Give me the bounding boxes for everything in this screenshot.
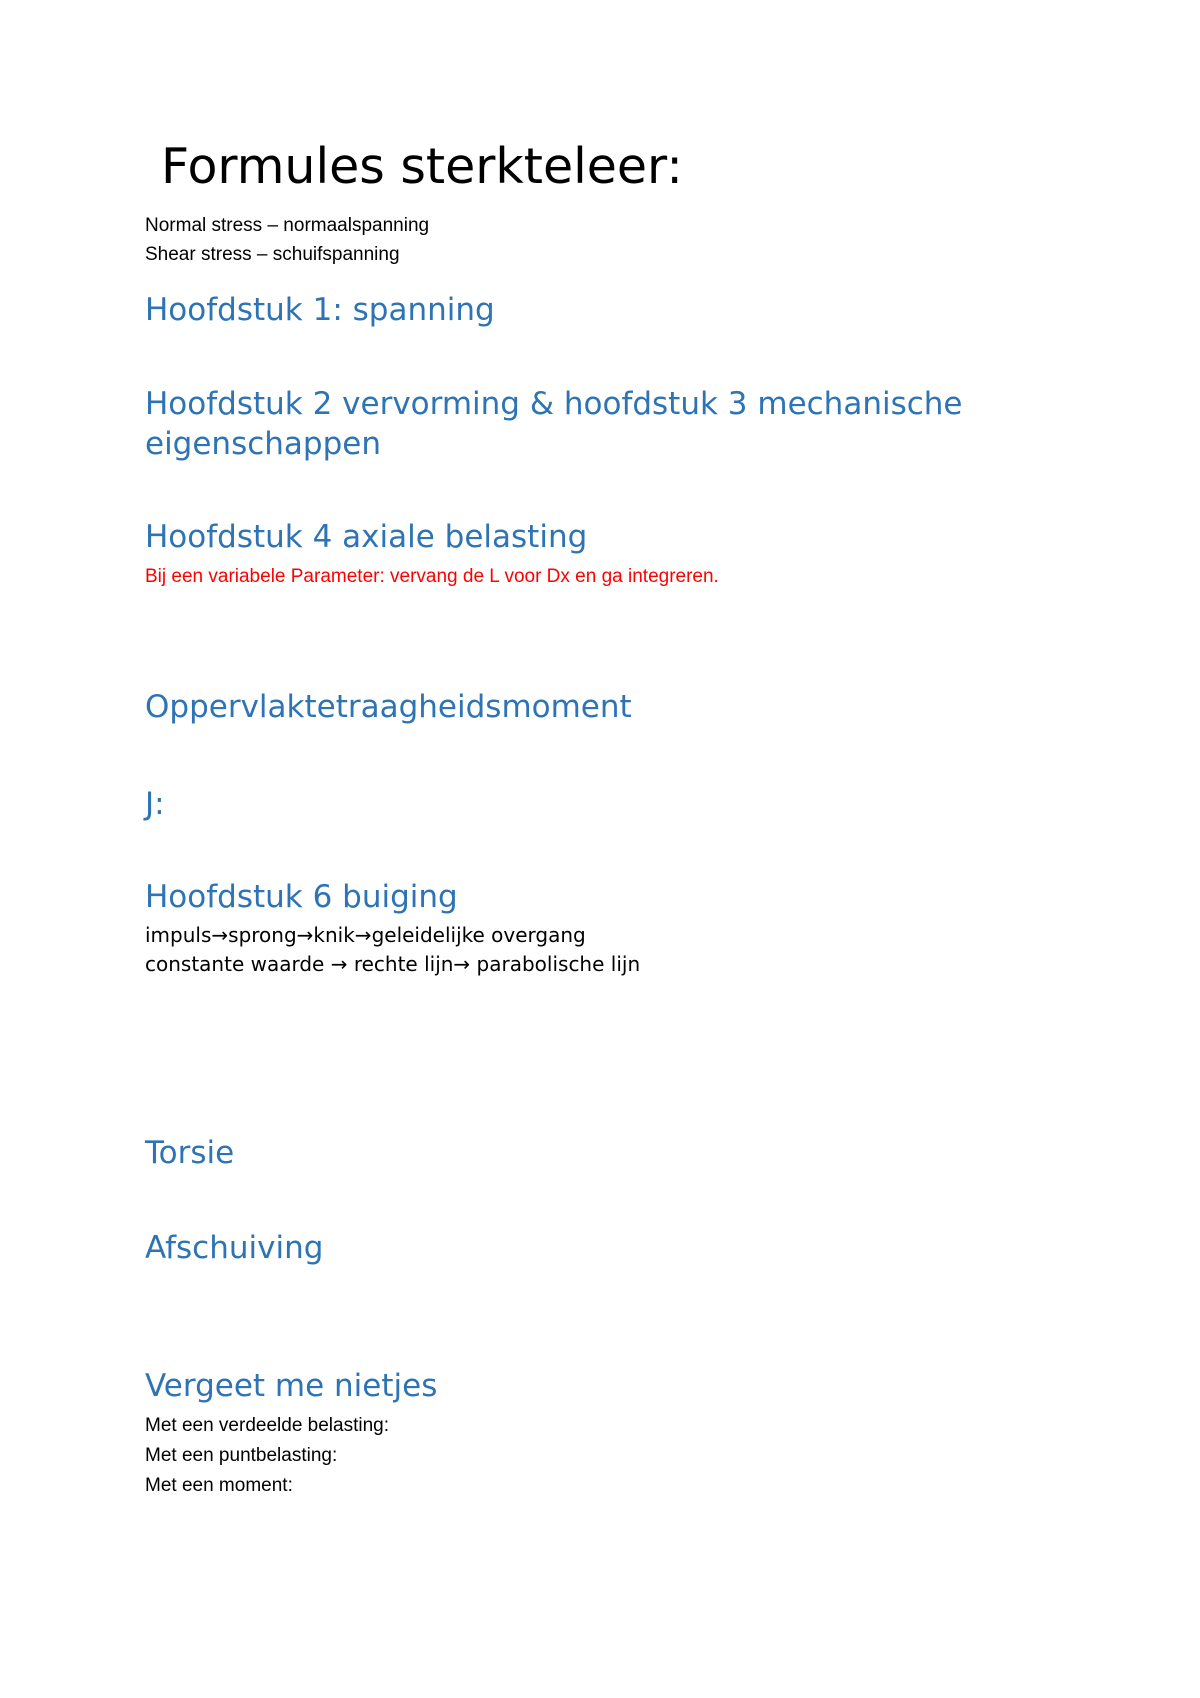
list-item-verdeelde-belasting: Met een verdeelde belasting: — [145, 1415, 389, 1436]
heading-vergeet-me-nietjes: Vergeet me nietjes — [145, 1368, 438, 1404]
list-item-moment: Met een moment: — [145, 1475, 293, 1496]
intro-line-shear-stress: Shear stress – schuifspanning — [145, 244, 400, 265]
heading-hoofdstuk-4: Hoofdstuk 4 axiale belasting — [145, 519, 588, 555]
heading-hoofdstuk-6: Hoofdstuk 6 buiging — [145, 879, 458, 915]
buiging-line-constante-waarde: constante waarde → rechte lijn→ parabolische lijn — [145, 952, 641, 976]
heading-hoofdstuk-2-3-line1: Hoofdstuk 2 vervorming & hoofdstuk 3 mechanische — [145, 386, 963, 422]
heading-torsie: Torsie — [145, 1135, 235, 1171]
list-item-puntbelasting: Met een puntbelasting: — [145, 1445, 338, 1466]
heading-j: J: — [145, 786, 165, 822]
heading-oppervlaktetraagheidsmoment: Oppervlaktetraagheidsmoment — [145, 689, 632, 725]
intro-line-normal-stress: Normal stress – normaalspanning — [145, 215, 430, 236]
buiging-line-impuls: impuls→sprong→knik→geleidelijke overgang — [145, 923, 586, 947]
heading-hoofdstuk-1: Hoofdstuk 1: spanning — [145, 292, 495, 328]
note-variabele-parameter: Bij een variabele Parameter: vervang de L voor Dx en ga integreren. — [145, 566, 719, 587]
heading-afschuiving: Afschuiving — [145, 1230, 324, 1266]
heading-hoofdstuk-2-3-line2: eigenschappen — [145, 426, 381, 462]
document-title: Formules sterkteleer: — [161, 138, 683, 195]
